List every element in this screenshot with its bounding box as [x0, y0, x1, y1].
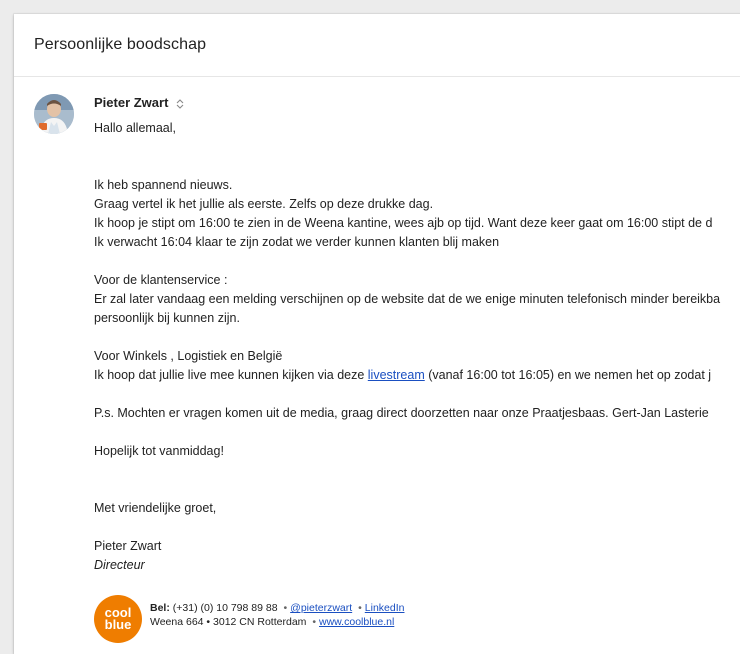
- website-link[interactable]: www.coolblue.nl: [319, 616, 395, 628]
- avatar-image: [34, 94, 74, 134]
- coolblue-logo: [94, 595, 142, 643]
- body-line: persoonlijk bij kunnen zijn.: [94, 311, 240, 325]
- sender-avatar[interactable]: [34, 94, 74, 134]
- separator: •: [358, 602, 362, 614]
- sign-name: Pieter Zwart: [94, 539, 162, 553]
- subject-bar: [14, 14, 740, 77]
- body-line: Ik heb spannend nieuws.: [94, 178, 233, 192]
- sign-off: Met vriendelijke groet,: [94, 501, 217, 515]
- email-subject: Persoonlijke boodschap: [34, 36, 207, 53]
- body-line: Er zal later vandaag een melding verschijnen op de website dat de we enige minuten telefonisch minder bereikba: [94, 292, 721, 306]
- email-body: [94, 119, 740, 575]
- address: Weena 664 • 3012 CN Rotterdam: [150, 616, 307, 628]
- winkels-text-before: Ik hoop dat jullie live mee kunnen kijken via deze: [94, 368, 368, 382]
- email-signature: [94, 595, 740, 654]
- separator: •: [312, 616, 317, 628]
- signature-address-line: [150, 615, 404, 629]
- klantenservice-heading: Voor de klantenservice :: [94, 273, 228, 287]
- livestream-link[interactable]: livestream: [367, 368, 425, 382]
- logo-text-line: cool: [104, 605, 132, 620]
- body-line: Ik verwacht 16:04 klaar te zijn zodat we verder kunnen klanten blij maken: [94, 235, 500, 249]
- winkels-text-after: (vanaf 16:00 tot 16:05) en we nemen het op zodat j: [424, 368, 712, 382]
- body-line: Graag vertel ik het jullie als eerste. Zelfs op deze drukke dag.: [94, 197, 434, 211]
- phone-number: (+31) (0) 10 798 89 88: [172, 602, 278, 614]
- chevron-up-down-icon[interactable]: [175, 97, 185, 109]
- twitter-link[interactable]: @pieterzwart: [290, 602, 353, 614]
- sender-name[interactable]: Pieter Zwart: [94, 95, 169, 110]
- sender-row: [94, 95, 185, 110]
- linkedin-link[interactable]: LinkedIn: [364, 602, 405, 614]
- winkels-heading: Voor Winkels , Logistiek en België: [94, 349, 283, 363]
- logo-text-line: blue: [104, 617, 132, 632]
- email-view: [14, 14, 740, 654]
- closing-line: Hopelijk tot vanmiddag!: [94, 444, 224, 458]
- phone-label: Bel:: [150, 602, 170, 614]
- signature-lines: [150, 601, 404, 629]
- separator: •: [283, 602, 288, 614]
- ps-line: P.s. Mochten er vragen komen uit de media, graag direct doorzetten naar onze Praatjesbaas. Gert-Jan Lasterie: [94, 406, 709, 420]
- greeting: Hallo allemaal,: [94, 121, 176, 135]
- signature-contact-line: [150, 601, 404, 615]
- sign-title: Directeur: [94, 558, 145, 572]
- winkels-line: [94, 366, 740, 385]
- body-line: Ik hoop je stipt om 16:00 te zien in de Weena kantine, wees ajb op tijd. Want deze keer gaat om 16:00 stipt de d: [94, 216, 713, 230]
